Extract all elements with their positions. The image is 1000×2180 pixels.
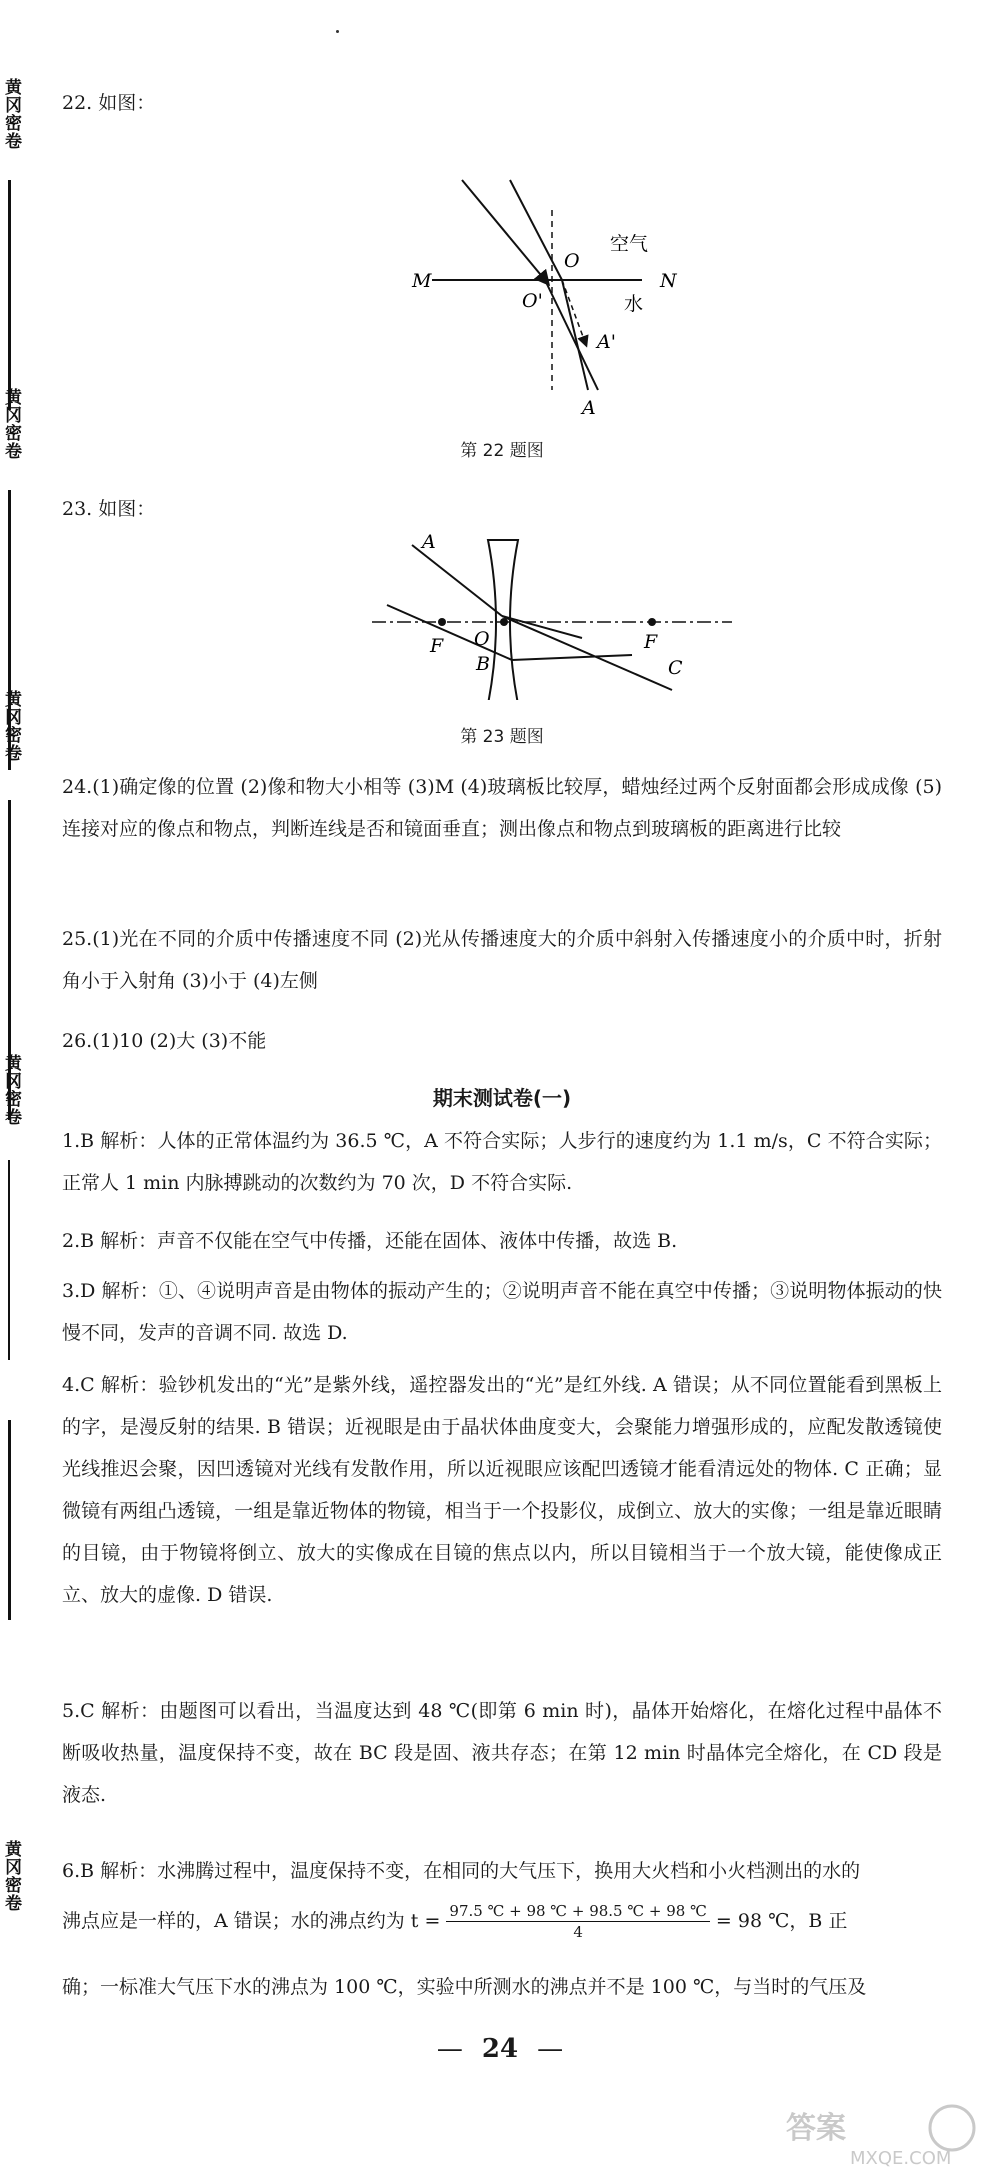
label-b: B [476,653,490,675]
section-title: 期末测试卷(一) [432,1086,572,1110]
label-water: 水 [624,293,644,315]
incident-ray-1 [462,180,545,280]
ray-b [387,605,512,660]
label-m: M [412,270,432,292]
label-c: C [668,657,683,679]
ray-a-out [502,616,582,638]
q23-lens-figure [362,530,742,700]
page-number [0,2034,1000,2064]
focus-right [648,618,656,626]
label-n: N [660,270,677,292]
page-dash-right: — [537,2034,564,2064]
exam-q3: 3.D 解析：①、④说明声音是由物体的振动产生的；②说明声音不能在真空中传播；③说明物体振动的快慢不同，发声的音调不同. 故选 D. [62,1280,942,1344]
side-label: 黄冈密卷 [1,1054,21,1126]
q6-denominator: 4 [573,1922,583,1941]
side-label: 黄冈密卷 [1,690,21,762]
refracted-ray-1 [545,280,598,390]
q6-numerator: 97.5 ℃ + 98 ℃ + 98.5 ℃ + 98 ℃ [446,1901,709,1922]
focus-left [438,618,446,626]
side-margin [0,0,22,2180]
q23-heading: 23. 如图： [62,498,156,520]
exam-q2: 2.B 解析：声音不仅能在空气中传播，还能在固体、液体中传播，故选 B. [62,1230,678,1252]
side-rule [8,1160,10,1360]
side-rule [8,180,11,410]
q23-caption: 第 23 题图 [460,727,544,747]
q6-text-after: = 98 ℃，B 正 [715,1910,848,1932]
q22-refraction-figure [402,150,702,420]
refracted-ray-2 [562,280,588,390]
svg-text:答案: 答案 [786,2111,846,2146]
optical-center [500,618,508,626]
label-a: A [422,531,436,553]
q6-text-before: 沸点应是一样的，A 错误；水的沸点约为 t = [62,1910,441,1932]
label-o: O [474,628,490,650]
label-f-left: F [430,635,444,657]
label-a: A [582,397,596,419]
watermark-logo [780,2100,990,2170]
ray-a [412,545,502,616]
page-number-value: 24 [481,2034,519,2064]
side-label: 黄冈密卷 [1,388,21,460]
q22-heading: 22. 如图： [62,92,156,114]
label-o-prime: O' [522,290,543,312]
exam-q6-line3: 确；一标准大气压下水的沸点为 100 ℃，实验中所测水的沸点并不是 100 ℃，与当时的气压及 [62,1976,867,1998]
ray-c [502,616,672,690]
label-air: 空气 [610,233,649,255]
side-rule [8,1420,11,1620]
label-a-prime: A' [597,331,616,353]
svg-text:MXQE.COM: MXQE.COM [850,2148,952,2169]
exam-q4: 4.C 解析：验钞机发出的“光”是紫外线，遥控器发出的“光”是红外线. A 错误；从不同位置能看到黑板上的字，是漫反射的结果. B 错误；近视眼是由于晶状体曲度变大，会聚能力增强形成的，应配发散透镜使光线推迟会聚，因凹透镜对光线有发散作用，所以近视眼应该配凹透镜才能看清远处的物体. C 正确；显微镜有两组凸透镜，一组是靠近物体的物镜，相当于一个投影仪，成倒立、放大的实像；一组是靠近眼睛的目镜，由于物镜将倒立、放大的实像成在目镜的焦点以内，所以目镜相当于一个放大镜，能使像成正立、放大的虚像. D 错误. [62,1374,942,1606]
exam-q5: 5.C 解析：由题图可以看出，当温度达到 48 ℃(即第 6 min 时)，晶体开始熔化，在熔化过程中晶体不断吸收热量，温度保持不变，故在 BC 段是固、液共存态；在第 12 min 时晶体完全熔化，在 CD 段是液态. [62,1700,942,1806]
label-o: O [564,250,580,272]
speck [336,30,339,33]
side-label: 黄冈密卷 [1,1840,21,1912]
exam-q6-formula-line [62,1900,942,1942]
answer-26: 26.(1)10 (2)大 (3)不能 [62,1030,267,1052]
q6-fraction [446,1901,709,1942]
page-dash-left: — [436,2034,463,2064]
answer-24: 24.(1)确定像的位置 (2)像和物大小相等 (3)M (4)玻璃板比较厚，蜡烛经过两个反射面都会形成成像 (5)连接对应的像点和物点，判断连线是否和镜面垂直；测出像点和物点到玻璃板的距离进行比较 [62,776,942,840]
answer-25: 25.(1)光在不同的介质中传播速度不同 (2)光从传播速度大的介质中斜射入传播速度小的介质中时，折射角小于入射角 (3)小于 (4)左侧 [62,928,942,992]
incident-ray-2 [510,180,562,280]
side-label: 黄冈密卷 [1,78,21,150]
ray-b-out [512,655,632,660]
label-f-right: F [644,631,658,653]
exam-q6-line1: 6.B 解析：水沸腾过程中，温度保持不变，在相同的大气压下，换用大火档和小火档测出的水的 [62,1860,861,1882]
q22-caption: 第 22 题图 [460,441,544,461]
exam-q1: 1.B 解析：人体的正常体温约为 36.5 ℃，A 不符合实际；人步行的速度约为 1.1 m/s，C 不符合实际；正常人 1 min 内脉搏跳动的次数约为 70 次，D 不符合实际. [62,1130,942,1194]
